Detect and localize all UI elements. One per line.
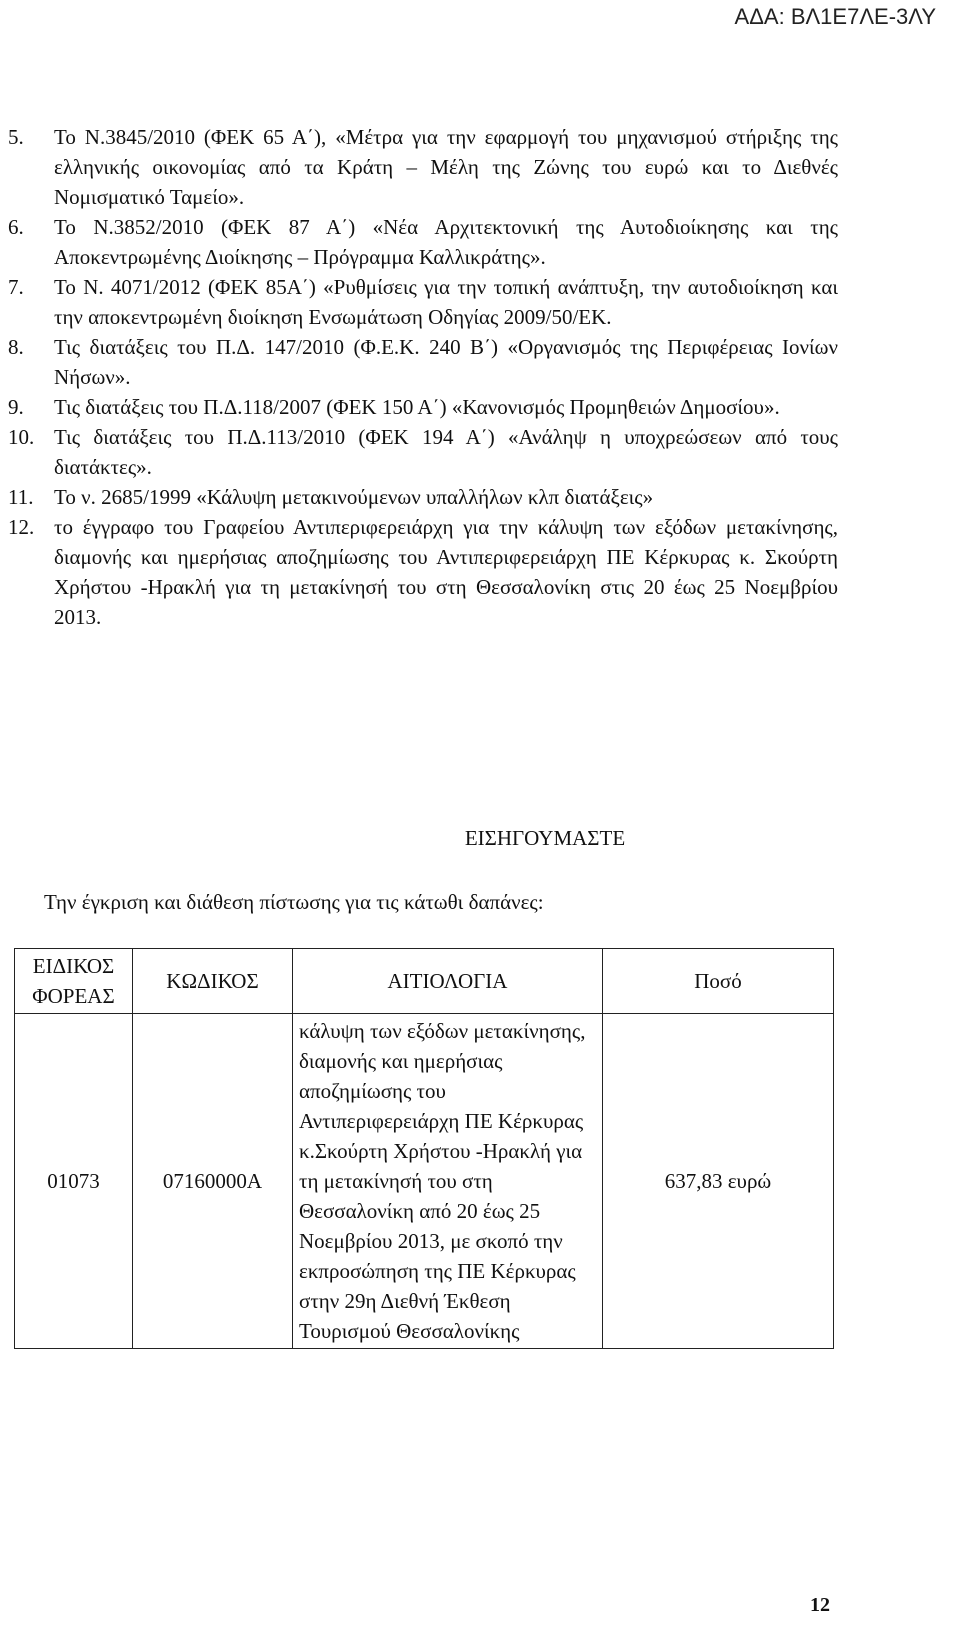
- item-number: 7.: [8, 275, 24, 299]
- table-row: [15, 1014, 834, 1349]
- list-item: [8, 212, 838, 272]
- header-aitiologia: ΑΙΤΙΟΛΟΓΙΑ: [293, 949, 603, 1014]
- item-number: 10.: [8, 425, 35, 449]
- header-kodikos: ΚΩΔΙΚΟΣ: [133, 949, 293, 1014]
- list-item: [8, 272, 838, 332]
- cell-poso: 637,83 ευρώ: [603, 1014, 834, 1349]
- item-text: Το Ν.3845/2010 (ΦΕΚ 65 Α΄), «Μέτρα για την εφαρμογή του μηχανισμού στήριξης της ελληνικής οικονομίας από τα Κράτη – Μέλη της Ζώνης του ευρώ και το Διεθνές Νομισματικό Ταμείο».: [54, 125, 838, 209]
- item-text: Τις διατάξεις του Π.Δ.113/2010 (ΦΕΚ 194 Α΄) «Ανάληψ η υποχρεώσεων από τους διατάκτες».: [54, 425, 838, 479]
- item-text: Τις διατάξεις του Π.Δ.118/2007 (ΦΕΚ 150 Α΄) «Κανονισμός Προμηθειών Δημοσίου».: [54, 395, 780, 419]
- list-item: [8, 512, 838, 632]
- item-number: 11.: [8, 485, 34, 509]
- item-text: Το Ν.3852/2010 (ΦΕΚ 87 Α΄) «Νέα Αρχιτεκτονική της Αυτοδιοίκησης και της Αποκεντρωμένης Διοίκησης – Πρόγραμμα Καλλικράτης».: [54, 215, 838, 269]
- header-foreas: ΕΙΔΙΚΟΣ ΦΟΡΕΑΣ: [15, 949, 133, 1014]
- list-item: [8, 482, 838, 512]
- section-heading: ΕΙΣΗΓΟΥΜΑΣΤΕ: [464, 826, 626, 850]
- item-text: Το ν. 2685/1999 «Κάλυψη μετακινούμενων υπαλλήλων κλπ διατάξεις»: [54, 485, 654, 509]
- table-header-row: [15, 949, 834, 1014]
- item-text: Το Ν. 4071/2012 (ΦΕΚ 85Α΄) «Ρυθμίσεις για την τοπική ανάπτυξη, την αυτοδιοίκηση και την αποκεντρωμένη διοίκηση Ενσωμάτωση Οδηγίας 2009/50/ΕΚ.: [54, 275, 838, 329]
- cell-foreas: 01073: [15, 1014, 133, 1349]
- item-number: 6.: [8, 215, 24, 239]
- cell-aitiologia: κάλυψη των εξόδων μετακίνησης, διαμονής και ημερήσιας αποζημίωσης του Αντιπεριφερειάρχη ΠΕ Κέρκυρας κ.Σκούρτη Χρήστου -Ηρακλή για τη μετακίνησή του στη Θεσσαλονίκη από 20 έως 25 Νοεμβρίου 2013, με σκοπό την εκπροσώπηση της ΠΕ Κέρκυρας στην 29η Διεθνή Έκθεση Τουρισμού Θεσσαλονίκης: [293, 1014, 603, 1349]
- header-poso: Ποσό: [603, 949, 834, 1014]
- list-item: [8, 122, 838, 212]
- list-item: [8, 332, 838, 392]
- item-number: 12.: [8, 515, 35, 539]
- item-number: 9.: [8, 395, 24, 419]
- item-text: το έγγραφο του Γραφείου Αντιπεριφερειάρχη για την κάλυψη των εξόδων μετακίνησης, διαμονής και ημερήσιας αποζημίωσης του Αντιπεριφερειάρχη ΠΕ Κέρκυρας κ. Σκούρτη Χρήστου -Ηρακλή για τη μετακίνησή του στη Θεσσαλονίκη στις 20 έως 25 Νοεμβρίου 2013.: [54, 515, 838, 629]
- intro-text: Την έγκριση και διάθεση πίστωσης για τις κάτωθι δαπάνες:: [44, 890, 544, 914]
- list-item: [8, 422, 838, 482]
- page-number: 12: [810, 1594, 830, 1616]
- list-item: [8, 392, 838, 422]
- legal-basis-list: [8, 122, 838, 632]
- cell-kodikos: 07160000Α: [133, 1014, 293, 1349]
- ada-code: ΑΔΑ: ΒΛ1Ε7ΛΕ-3ΛΥ: [734, 4, 936, 29]
- item-number: 8.: [8, 335, 24, 359]
- item-text: Τις διατάξεις του Π.Δ. 147/2010 (Φ.Ε.Κ. 240 Β΄) «Οργανισμός της Περιφέρειας Ιονίων Νήσων».: [54, 335, 838, 389]
- expenses-table: [14, 948, 834, 1349]
- item-number: 5.: [8, 125, 24, 149]
